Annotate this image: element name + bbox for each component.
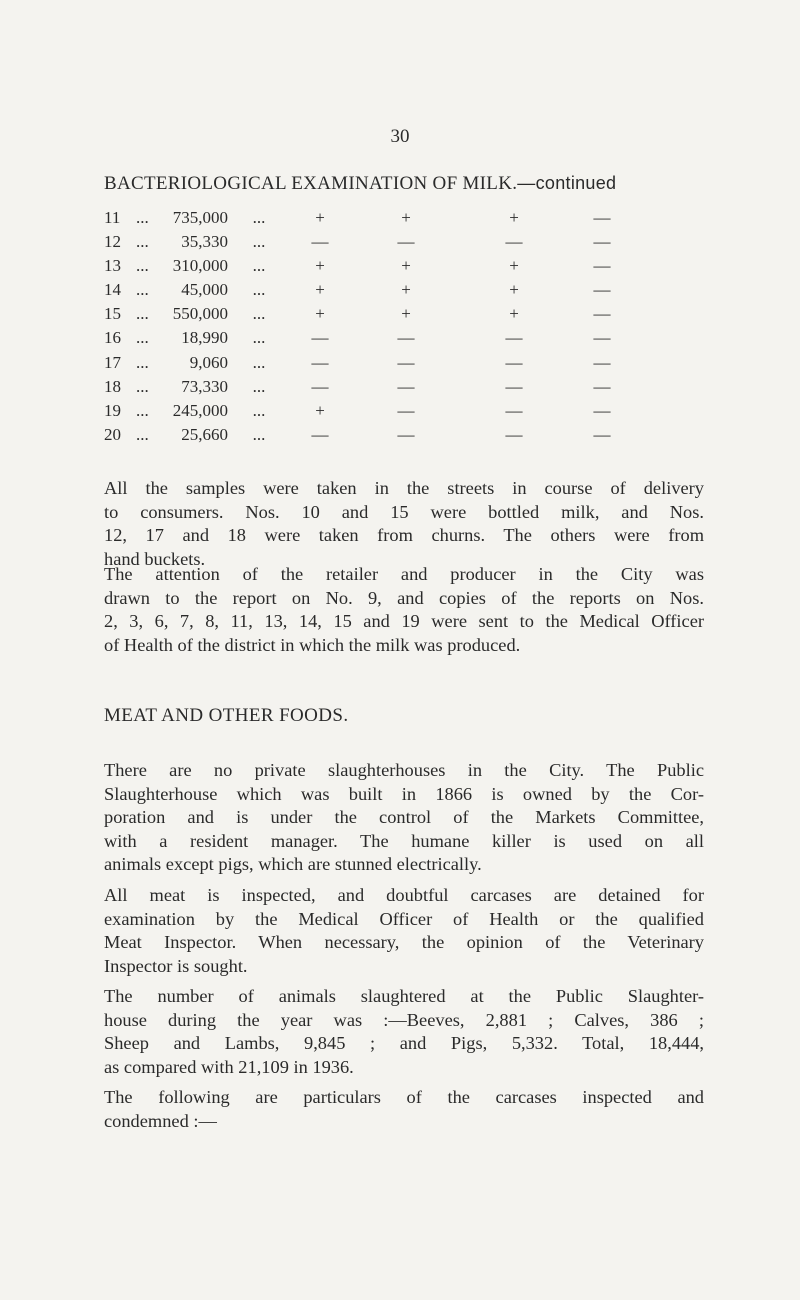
leader-dots: ... xyxy=(252,328,266,348)
paragraph-line: Meat Inspector. When necessary, the opinion of the Veterinary xyxy=(104,932,704,952)
test-result-1: — xyxy=(311,328,329,348)
leader-dots: ... xyxy=(252,400,266,420)
paragraph-line: 12, 17 and 18 were taken from churns. The others were from xyxy=(104,525,704,545)
test-result-3: — xyxy=(505,376,523,396)
sample-number: 16 xyxy=(104,328,121,348)
paragraph-line: of Health of the district in which the milk was produced. xyxy=(104,634,521,655)
test-result-1: + xyxy=(315,208,325,227)
leader-dots: ... xyxy=(252,424,266,444)
table-row xyxy=(104,230,638,254)
test-result-2: — xyxy=(397,424,415,444)
paragraph-line: examination by the Medical Officer of Health or the qualified xyxy=(104,908,704,929)
leader-dots: ... xyxy=(136,232,149,252)
test-result-4: — xyxy=(593,280,611,300)
sample-number: 18 xyxy=(104,376,121,396)
test-result-1: — xyxy=(311,424,329,444)
test-result-2: — xyxy=(397,376,415,396)
paragraph-line: animals except pigs, which are stunned electrically. xyxy=(104,854,482,874)
paragraph-line: drawn to the report on No. 9, and copies of the reports on Nos. xyxy=(104,587,704,608)
paragraph-line: to consumers. Nos. 10 and 15 were bottled milk, and Nos. xyxy=(104,501,704,522)
test-result-2: — xyxy=(397,328,415,348)
test-result-4: — xyxy=(593,328,611,348)
test-result-3: + xyxy=(509,208,519,227)
results-body xyxy=(104,206,638,447)
paragraph-line: Sheep and Lambs, 9,845 ; and Pigs, 5,332. Total, 18,444, xyxy=(104,1033,704,1053)
test-result-3: — xyxy=(505,424,523,444)
test-result-2: — xyxy=(397,352,415,372)
bacteria-count: 9,060 xyxy=(189,352,228,372)
milk-results-table xyxy=(104,206,638,447)
paragraph-line: All the samples were taken in the streets in course of delivery xyxy=(104,478,704,498)
paragraph-line: There are no private slaughterhouses in the City. The Public xyxy=(104,760,704,780)
sample-number: 17 xyxy=(104,352,121,372)
paragraph-line: All meat is inspected, and doubtful carcases are detained for xyxy=(104,885,704,905)
paragraph-line: The number of animals slaughtered at the Public Slaughter- xyxy=(104,986,704,1006)
paragraph-inspection xyxy=(104,884,704,978)
sample-number: 19 xyxy=(104,400,121,420)
paragraph-animal-numbers xyxy=(104,985,704,1079)
test-result-1: — xyxy=(311,352,329,372)
table-row xyxy=(104,399,638,423)
leader-dots: ... xyxy=(252,352,266,372)
leader-dots: ... xyxy=(136,328,149,348)
leader-dots: ... xyxy=(136,352,149,372)
paragraph-line: Slaughterhouse which was built in 1866 is owned by the Cor- xyxy=(104,783,704,804)
paragraph-attention xyxy=(104,563,704,657)
paragraph-line: Inspector is sought. xyxy=(104,955,248,976)
leader-dots: ... xyxy=(136,256,149,276)
page-heading xyxy=(104,173,724,195)
leader-dots: ... xyxy=(252,304,266,324)
paragraph-line: The following are particulars of the carcases inspected and xyxy=(104,1087,704,1107)
table-row xyxy=(104,278,638,302)
test-result-4: — xyxy=(593,352,611,372)
test-result-1: — xyxy=(311,376,329,396)
table-row xyxy=(104,206,638,230)
test-result-1: — xyxy=(311,232,329,252)
table-row xyxy=(104,326,638,350)
test-result-4: — xyxy=(593,208,611,227)
heading-title: BACTERIOLOGICAL EXAMINATION OF MILK. xyxy=(104,173,518,194)
sample-number: 11 xyxy=(104,208,121,227)
paragraph-particulars xyxy=(104,1086,704,1133)
test-result-1: + xyxy=(315,304,325,324)
table-row xyxy=(104,423,638,447)
table-row xyxy=(104,302,638,326)
bacteria-count: 310,000 xyxy=(172,256,228,276)
bacteria-count: 550,000 xyxy=(172,304,228,324)
paragraph-line: hand buckets. xyxy=(104,548,206,569)
test-result-4: — xyxy=(593,424,611,444)
bacteria-count: 45,000 xyxy=(181,280,228,300)
test-result-2: + xyxy=(401,304,411,324)
sample-number: 20 xyxy=(104,424,121,444)
test-result-3: — xyxy=(505,232,523,252)
paragraph-slaughterhouse xyxy=(104,759,704,877)
test-result-4: — xyxy=(593,304,611,324)
page-number: 30 xyxy=(390,126,410,147)
heading-suffix: —continued xyxy=(517,173,617,193)
table-row xyxy=(104,351,638,375)
leader-dots: ... xyxy=(252,280,266,300)
bacteria-count: 735,000 xyxy=(172,208,228,227)
test-result-1: + xyxy=(315,400,325,420)
test-result-4: — xyxy=(593,376,611,396)
test-result-2: — xyxy=(397,400,415,420)
paragraph-line: as compared with 21,109 in 1936. xyxy=(104,1056,354,1077)
leader-dots: ... xyxy=(136,400,149,420)
sample-number: 12 xyxy=(104,232,121,252)
paragraph-line: condemned :— xyxy=(104,1110,217,1131)
leader-dots: ... xyxy=(136,376,149,396)
test-result-3: — xyxy=(505,328,523,348)
leader-dots: ... xyxy=(136,280,149,300)
test-result-2: + xyxy=(401,256,411,276)
table-row xyxy=(104,375,638,399)
test-result-3: — xyxy=(505,400,523,420)
leader-dots: ... xyxy=(136,304,149,324)
sample-number: 13 xyxy=(104,256,121,276)
test-result-4: — xyxy=(593,256,611,276)
leader-dots: ... xyxy=(252,208,266,227)
bacteria-count: 35,330 xyxy=(181,232,228,252)
test-result-1: + xyxy=(315,256,325,276)
leader-dots: ... xyxy=(252,256,266,276)
leader-dots: ... xyxy=(136,208,149,227)
sample-number: 14 xyxy=(104,280,121,300)
test-result-3: + xyxy=(509,304,519,324)
test-result-4: — xyxy=(593,400,611,420)
test-result-4: — xyxy=(593,232,611,252)
paragraph-line: house during the year was :—Beeves, 2,881 ; Calves, 386 ; xyxy=(104,1009,704,1030)
leader-dots: ... xyxy=(136,424,149,444)
leader-dots: ... xyxy=(252,376,266,396)
bacteria-count: 245,000 xyxy=(172,400,228,420)
bacteria-count: 25,660 xyxy=(181,424,228,444)
test-result-2: + xyxy=(401,280,411,300)
test-result-3: + xyxy=(509,280,519,300)
bacteria-count: 18,990 xyxy=(181,328,228,348)
test-result-3: — xyxy=(505,352,523,372)
section-title: MEAT AND OTHER FOODS. xyxy=(104,705,349,726)
test-result-2: + xyxy=(401,208,411,227)
test-result-2: — xyxy=(397,232,415,252)
test-result-3: + xyxy=(509,256,519,276)
paragraph-line: 2, 3, 6, 7, 8, 11, 13, 14, 15 and 19 were sent to the Medical Officer xyxy=(104,611,704,631)
bacteria-count: 73,330 xyxy=(181,376,228,396)
test-result-1: + xyxy=(315,280,325,300)
table-row xyxy=(104,254,638,278)
paragraph-line: poration and is under the control of the Markets Committee, xyxy=(104,807,704,827)
paragraph-samples xyxy=(104,477,704,571)
sample-number: 15 xyxy=(104,304,121,324)
paragraph-line: with a resident manager. The humane killer is used on all xyxy=(104,830,704,851)
paragraph-line: The attention of the retailer and producer in the City was xyxy=(104,564,704,584)
leader-dots: ... xyxy=(252,232,266,252)
